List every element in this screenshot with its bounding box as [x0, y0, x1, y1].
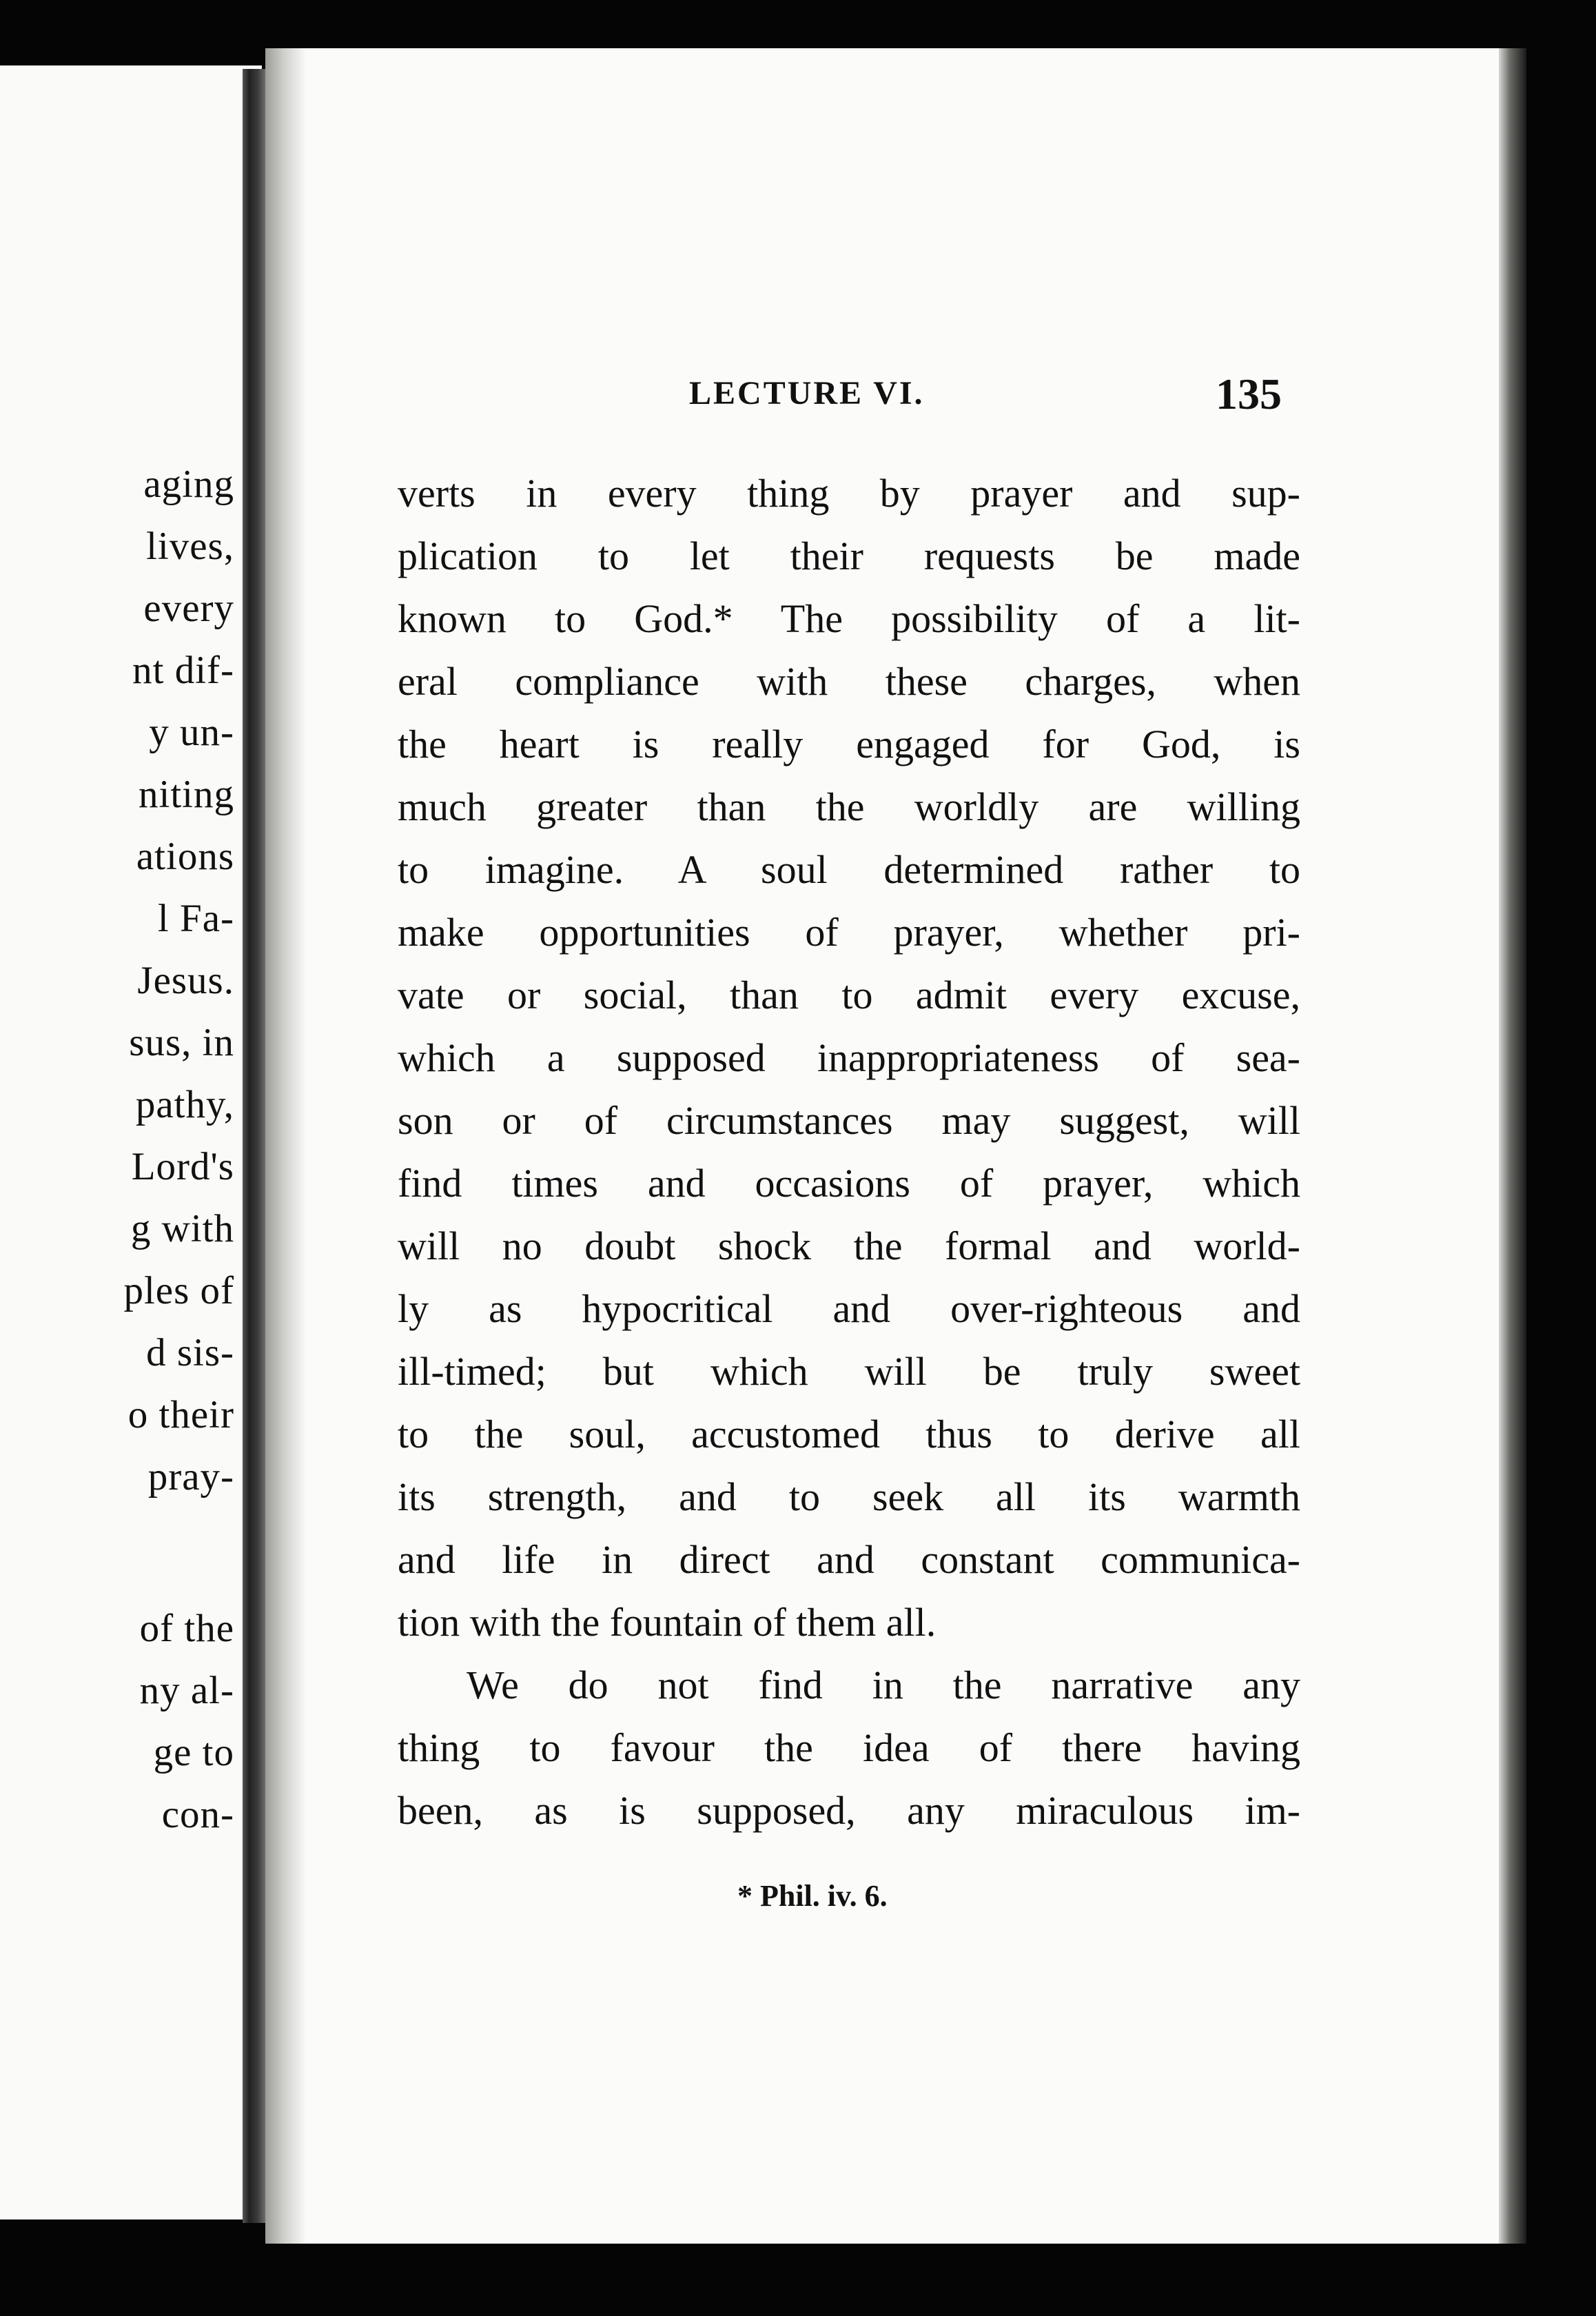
- text-line: plication to let their requests be made: [398, 534, 1300, 578]
- text-line: son or of circumstances may suggest, will: [398, 1098, 1300, 1143]
- left-fragment: nt dif-: [132, 649, 234, 692]
- left-fragment: l Fa-: [157, 897, 234, 940]
- body-text: [398, 462, 1300, 1842]
- text-line: ill-timed; but which will be truly sweet: [398, 1349, 1300, 1394]
- text-line: vate or social, than to admit every excuse,: [398, 973, 1300, 1017]
- gutter-shadow: [265, 48, 307, 2244]
- left-page-text-fragments: [0, 65, 234, 2220]
- left-fragment: niting: [138, 773, 234, 816]
- left-fragment: o their: [127, 1393, 234, 1436]
- left-fragment: aging: [143, 463, 234, 506]
- text-line: will no doubt shock the formal and world-: [398, 1223, 1300, 1268]
- text-line: much greater than the worldly are willing: [398, 784, 1300, 829]
- left-fragment: ples of: [123, 1269, 234, 1312]
- text-line: known to God.* The possibility of a lit-: [398, 596, 1300, 641]
- left-fragment: ny al-: [139, 1669, 234, 1712]
- text-line: eral compliance with these charges, when: [398, 659, 1300, 704]
- text-line: and life in direct and constant communica-: [398, 1537, 1300, 1582]
- footnote: * Phil. iv. 6.: [737, 1879, 888, 1913]
- left-fragment: lives,: [146, 525, 234, 568]
- left-fragment: pathy,: [135, 1083, 234, 1126]
- text-line: which a supposed inappropriateness of sea-: [398, 1035, 1300, 1080]
- text-line: make opportunities of prayer, whether pri-: [398, 910, 1300, 955]
- text-line: verts in every thing by prayer and sup-: [398, 471, 1300, 516]
- left-fragment: y un-: [149, 711, 234, 754]
- left-fragment: g with: [130, 1207, 234, 1250]
- text-line: been, as is supposed, any miraculous im-: [398, 1788, 1300, 1833]
- text-line: its strength, and to seek all its warmth: [398, 1474, 1300, 1519]
- page-number: 135: [1216, 369, 1282, 418]
- text-line: We do not find in the narrative any: [467, 1663, 1300, 1707]
- left-fragment: Lord's: [131, 1145, 234, 1188]
- text-line: to imagine. A soul determined rather to: [398, 847, 1300, 892]
- left-page: [0, 65, 262, 2220]
- left-fragment: of the: [139, 1607, 234, 1650]
- text-line: tion with the fountain of them all.: [398, 1600, 937, 1645]
- left-fragment: every: [143, 587, 234, 630]
- left-fragment: ge to: [153, 1731, 234, 1774]
- text-line: ly as hypocritical and over-righteous and: [398, 1286, 1300, 1331]
- text-line: find times and occasions of prayer, which: [398, 1161, 1300, 1206]
- left-fragment: sus, in: [129, 1021, 234, 1064]
- left-fragment: d sis-: [146, 1331, 234, 1374]
- text-line: the heart is really engaged for God, is: [398, 722, 1300, 766]
- page-edge: [1499, 48, 1526, 2244]
- running-head: LECTURE VI.: [689, 375, 925, 412]
- text-line: to the soul, accustomed thus to derive all: [398, 1412, 1300, 1456]
- text-line: thing to favour the idea of there having: [398, 1725, 1300, 1770]
- left-fragment: pray-: [147, 1455, 234, 1499]
- left-fragment: ations: [136, 835, 234, 878]
- left-fragment: con-: [161, 1793, 234, 1836]
- left-fragment: Jesus.: [137, 959, 234, 1002]
- page-header: [689, 369, 1282, 424]
